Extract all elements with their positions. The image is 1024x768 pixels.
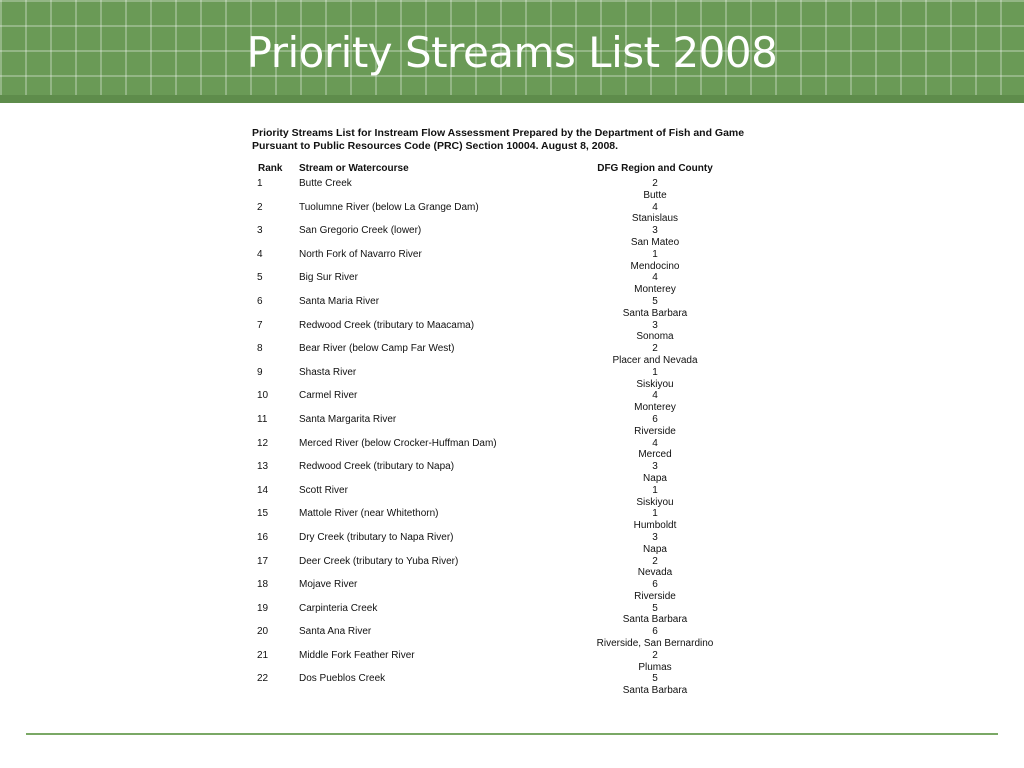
table-row — [0, 532, 1024, 556]
county-name: Nevada — [637, 567, 673, 579]
region-county-cell — [575, 202, 735, 226]
table-row — [0, 249, 1024, 273]
table-row — [0, 296, 1024, 320]
caption-line-2: Pursuant to Public Resources Code (PRC) Section 10004. August 8, 2008. — [252, 139, 619, 152]
region-number: 5 — [652, 295, 658, 307]
rank-cell: 21 — [257, 649, 269, 661]
rank-cell: 15 — [257, 508, 269, 520]
region-number: 1 — [652, 508, 658, 520]
table-row — [0, 673, 1024, 697]
county-name: Siskiyou — [636, 496, 674, 508]
region-county-cell — [575, 178, 735, 202]
rank-cell: 19 — [257, 602, 269, 614]
column-header-rank: Rank — [258, 163, 283, 174]
region-number: 3 — [652, 531, 658, 543]
region-number: 1 — [652, 248, 658, 260]
rank-cell: 7 — [257, 319, 263, 331]
county-name: San Mateo — [630, 236, 680, 248]
column-header-stream: Stream or Watercourse — [299, 163, 409, 174]
rank-cell: 22 — [257, 673, 269, 685]
rank-cell: 14 — [257, 484, 269, 496]
county-name: Siskiyou — [636, 378, 674, 390]
column-header-region: DFG Region and County — [597, 163, 713, 174]
region-number: 6 — [652, 626, 658, 638]
slide-title: Priority Streams List 2008 — [246, 28, 778, 77]
region-county-cell — [575, 225, 735, 249]
county-name: Monterey — [634, 402, 676, 414]
region-number: 1 — [652, 484, 658, 496]
rank-cell: 4 — [257, 248, 263, 260]
region-county-cell — [575, 673, 735, 697]
rank-cell: 13 — [257, 461, 269, 473]
stream-cell: Dry Creek (tributary to Napa River) — [299, 531, 454, 543]
rank-cell: 2 — [257, 201, 263, 213]
rank-cell: 3 — [257, 225, 263, 237]
table-row — [0, 438, 1024, 462]
county-name: Merced — [638, 449, 672, 461]
stream-cell: Santa Margarita River — [299, 413, 397, 425]
rank-cell: 12 — [257, 437, 269, 449]
region-county-cell — [575, 343, 735, 367]
region-number: 2 — [652, 178, 658, 189]
rank-cell: 16 — [257, 531, 269, 543]
region-number: 3 — [652, 461, 658, 473]
rank-cell: 1 — [257, 178, 263, 189]
stream-cell: Merced River (below Crocker-Huffman Dam) — [299, 437, 497, 449]
stream-cell: Butte Creek — [299, 178, 352, 189]
stream-cell: San Gregorio Creek (lower) — [299, 225, 422, 237]
table-row — [0, 556, 1024, 580]
table-row — [0, 603, 1024, 627]
stream-cell: Deer Creek (tributary to Yuba River) — [299, 555, 459, 567]
table-row — [0, 272, 1024, 296]
region-number: 2 — [652, 343, 658, 355]
table-row — [0, 178, 1024, 202]
county-name: Santa Barbara — [622, 307, 688, 319]
region-number: 2 — [652, 555, 658, 567]
table-row — [0, 320, 1024, 344]
region-county-cell — [575, 508, 735, 532]
table-row — [0, 508, 1024, 532]
stream-cell: Shasta River — [299, 366, 357, 378]
region-county-cell — [575, 461, 735, 485]
region-county-cell — [575, 296, 735, 320]
county-name: Placer and Nevada — [612, 354, 698, 366]
table-row — [0, 367, 1024, 391]
stream-cell: Mattole River (near Whitethorn) — [299, 508, 439, 520]
table-caption — [252, 127, 772, 152]
footer-divider — [26, 733, 998, 735]
county-name: Butte — [643, 189, 667, 201]
region-county-cell — [575, 626, 735, 650]
stream-cell: Dos Pueblos Creek — [299, 673, 386, 685]
stream-cell: Redwood Creek (tributary to Napa) — [299, 461, 455, 473]
rank-cell: 9 — [257, 366, 263, 378]
region-number: 5 — [652, 673, 658, 685]
county-name: Riverside, San Bernardino — [596, 638, 714, 650]
county-name: Humboldt — [633, 520, 677, 532]
region-county-cell — [575, 320, 735, 344]
county-name: Santa Barbara — [622, 614, 688, 626]
county-name: Santa Barbara — [622, 685, 688, 697]
stream-cell: Carpinteria Creek — [299, 602, 378, 614]
region-number: 4 — [652, 272, 658, 284]
county-name: Monterey — [634, 284, 676, 296]
rank-cell: 17 — [257, 555, 269, 567]
table-row — [0, 461, 1024, 485]
stream-cell: Mojave River — [299, 579, 358, 591]
title-banner — [0, 0, 1024, 103]
stream-cell: Middle Fork Feather River — [299, 649, 415, 661]
region-number: 4 — [652, 390, 658, 402]
region-county-cell — [575, 390, 735, 414]
caption-line-1: Priority Streams List for Instream Flow Assessment Prepared by the Department of Fish and Game — [252, 127, 745, 139]
region-number: 3 — [652, 225, 658, 237]
rank-cell: 20 — [257, 626, 269, 638]
region-number: 2 — [652, 649, 658, 661]
stream-cell: Tuolumne River (below La Grange Dam) — [299, 201, 479, 213]
county-name: Stanislaus — [631, 213, 679, 225]
table-row — [0, 225, 1024, 249]
rank-cell: 11 — [257, 413, 268, 425]
rank-cell: 6 — [257, 295, 263, 307]
table-row — [0, 626, 1024, 650]
region-county-cell — [575, 249, 735, 273]
table-row — [0, 414, 1024, 438]
stream-cell: Santa Ana River — [299, 626, 372, 638]
region-number: 6 — [652, 579, 658, 591]
stream-cell: North Fork of Navarro River — [299, 248, 422, 260]
region-county-cell — [575, 556, 735, 580]
table-row — [0, 343, 1024, 367]
table-row — [0, 650, 1024, 674]
stream-cell: Scott River — [299, 484, 348, 496]
stream-cell: Bear River (below Camp Far West) — [299, 343, 455, 355]
region-county-cell — [575, 579, 735, 603]
rank-cell: 10 — [257, 390, 269, 402]
county-name: Napa — [643, 472, 667, 484]
county-name: Riverside — [634, 425, 676, 437]
region-county-cell — [575, 532, 735, 556]
region-county-cell — [575, 367, 735, 391]
region-county-cell — [575, 650, 735, 674]
county-name: Riverside — [634, 590, 676, 602]
county-name: Sonoma — [636, 331, 674, 343]
region-county-cell — [575, 603, 735, 627]
region-county-cell — [575, 438, 735, 462]
rank-cell: 18 — [257, 579, 269, 591]
table-row — [0, 485, 1024, 509]
stream-cell: Santa Maria River — [299, 295, 380, 307]
county-name: Napa — [643, 543, 667, 555]
stream-cell: Redwood Creek (tributary to Maacama) — [299, 319, 475, 331]
rank-cell: 5 — [257, 272, 263, 284]
region-number: 5 — [652, 602, 658, 614]
stream-cell: Carmel River — [299, 390, 358, 402]
region-county-cell — [575, 272, 735, 296]
table-row — [0, 579, 1024, 603]
stream-cell: Big Sur River — [299, 272, 358, 284]
table-row — [0, 390, 1024, 414]
region-number: 1 — [652, 366, 658, 378]
region-number: 6 — [652, 413, 658, 425]
rank-cell: 8 — [257, 343, 263, 355]
streams-table — [0, 178, 1024, 697]
region-county-cell — [575, 485, 735, 509]
region-county-cell — [575, 414, 735, 438]
county-name: Mendocino — [630, 260, 680, 272]
region-number: 3 — [652, 319, 658, 331]
county-name: Plumas — [638, 661, 672, 673]
region-number: 4 — [652, 201, 658, 213]
table-row — [0, 202, 1024, 226]
region-number: 4 — [652, 437, 658, 449]
